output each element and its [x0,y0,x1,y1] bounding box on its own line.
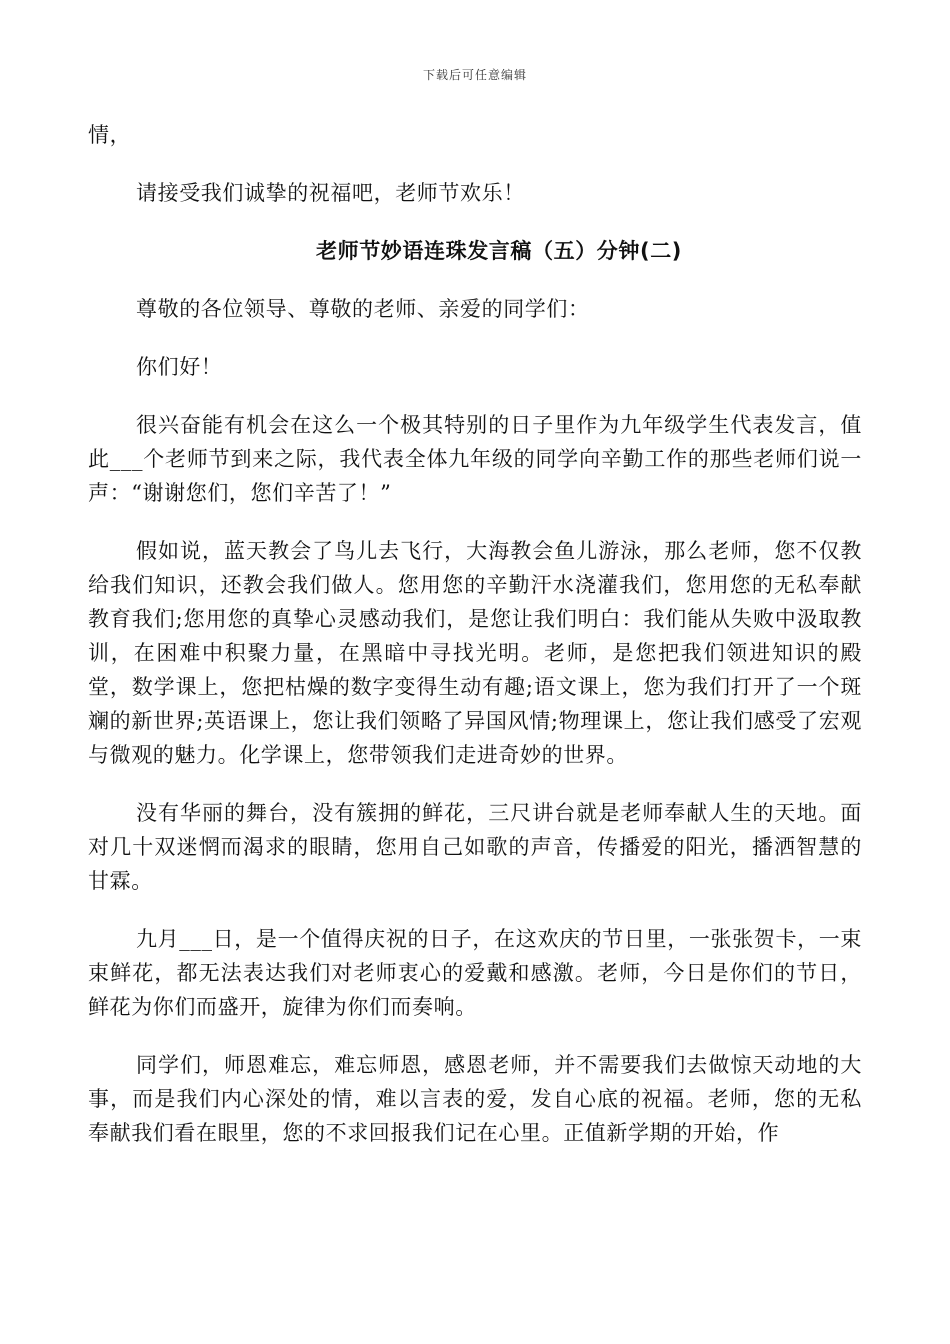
greeting: 你们好！ [136,355,223,379]
section-title: 老师节妙语连珠发言稿（五）分钟(二) [316,239,682,263]
document-body [88,118,862,1174]
salutation: 尊敬的各位领导、尊敬的老师、亲爱的同学们： [136,297,590,321]
body-paragraph: 假如说，蓝天教会了鸟儿去飞行，大海教会鱼儿游泳，那么老师，您不仅教给我们知识，还教会我们做人。您用您的辛勤汗水浇灌我们，您用您的无私奉献教育我们;您用您的真挚心灵感动我们，是您让我们明白：我们能从失败中汲取教训，在困难中积聚力量，在黑暗中寻找光明。老师，是您把我们领进知识的殿堂，数学课上，您把枯燥的数字变得生动有趣;语文课上，您为我们打开了一个斑斓的新世界;英语课上，您让我们领略了异国风情;物理课上，您让我们感受了宏观与微观的魅力。化学课上，您带领我们走进奇妙的世界。 [88,539,862,767]
body-paragraph: 九月___日，是一个值得庆祝的日子，在这欢庆的节日里，一张张贺卡，一束束鲜花，都无法表达我们对老师衷心的爱戴和感激。老师，今日是你们的节日，鲜花为你们而盛开，旋律为你们而奏响。 [88,927,862,1019]
body-paragraph: 同学们，师恩难忘，难忘师恩，感恩老师，并不需要我们去做惊天动地的大事，而是我们内心深处的情，难以言表的爱，发自心底的祝福。老师，您的无私奉献我们看在眼里，您的不求回报我们记在心里。正值新学期的开始，作 [88,1053,862,1145]
lead-fragment: 情， [88,123,132,147]
header-note: 下载后可任意编辑 [422,68,527,82]
body-paragraph: 很兴奋能有机会在这么一个极其特别的日子里作为九年级学生代表发言，值此___个老师节到来之际，我代表全体九年级的同学向辛勤工作的那些老师们说一声：“谢谢您们，您们辛苦了！” [88,413,862,505]
closing-line: 请接受我们诚挚的祝福吧，老师节欢乐！ [136,181,525,205]
body-paragraph: 没有华丽的舞台，没有簇拥的鲜花，三尺讲台就是老师奉献人生的天地。面对几十双迷惘而渴求的眼睛，您用自己如歌的声音，传播爱的阳光，播洒智慧的甘霖。 [88,801,862,893]
